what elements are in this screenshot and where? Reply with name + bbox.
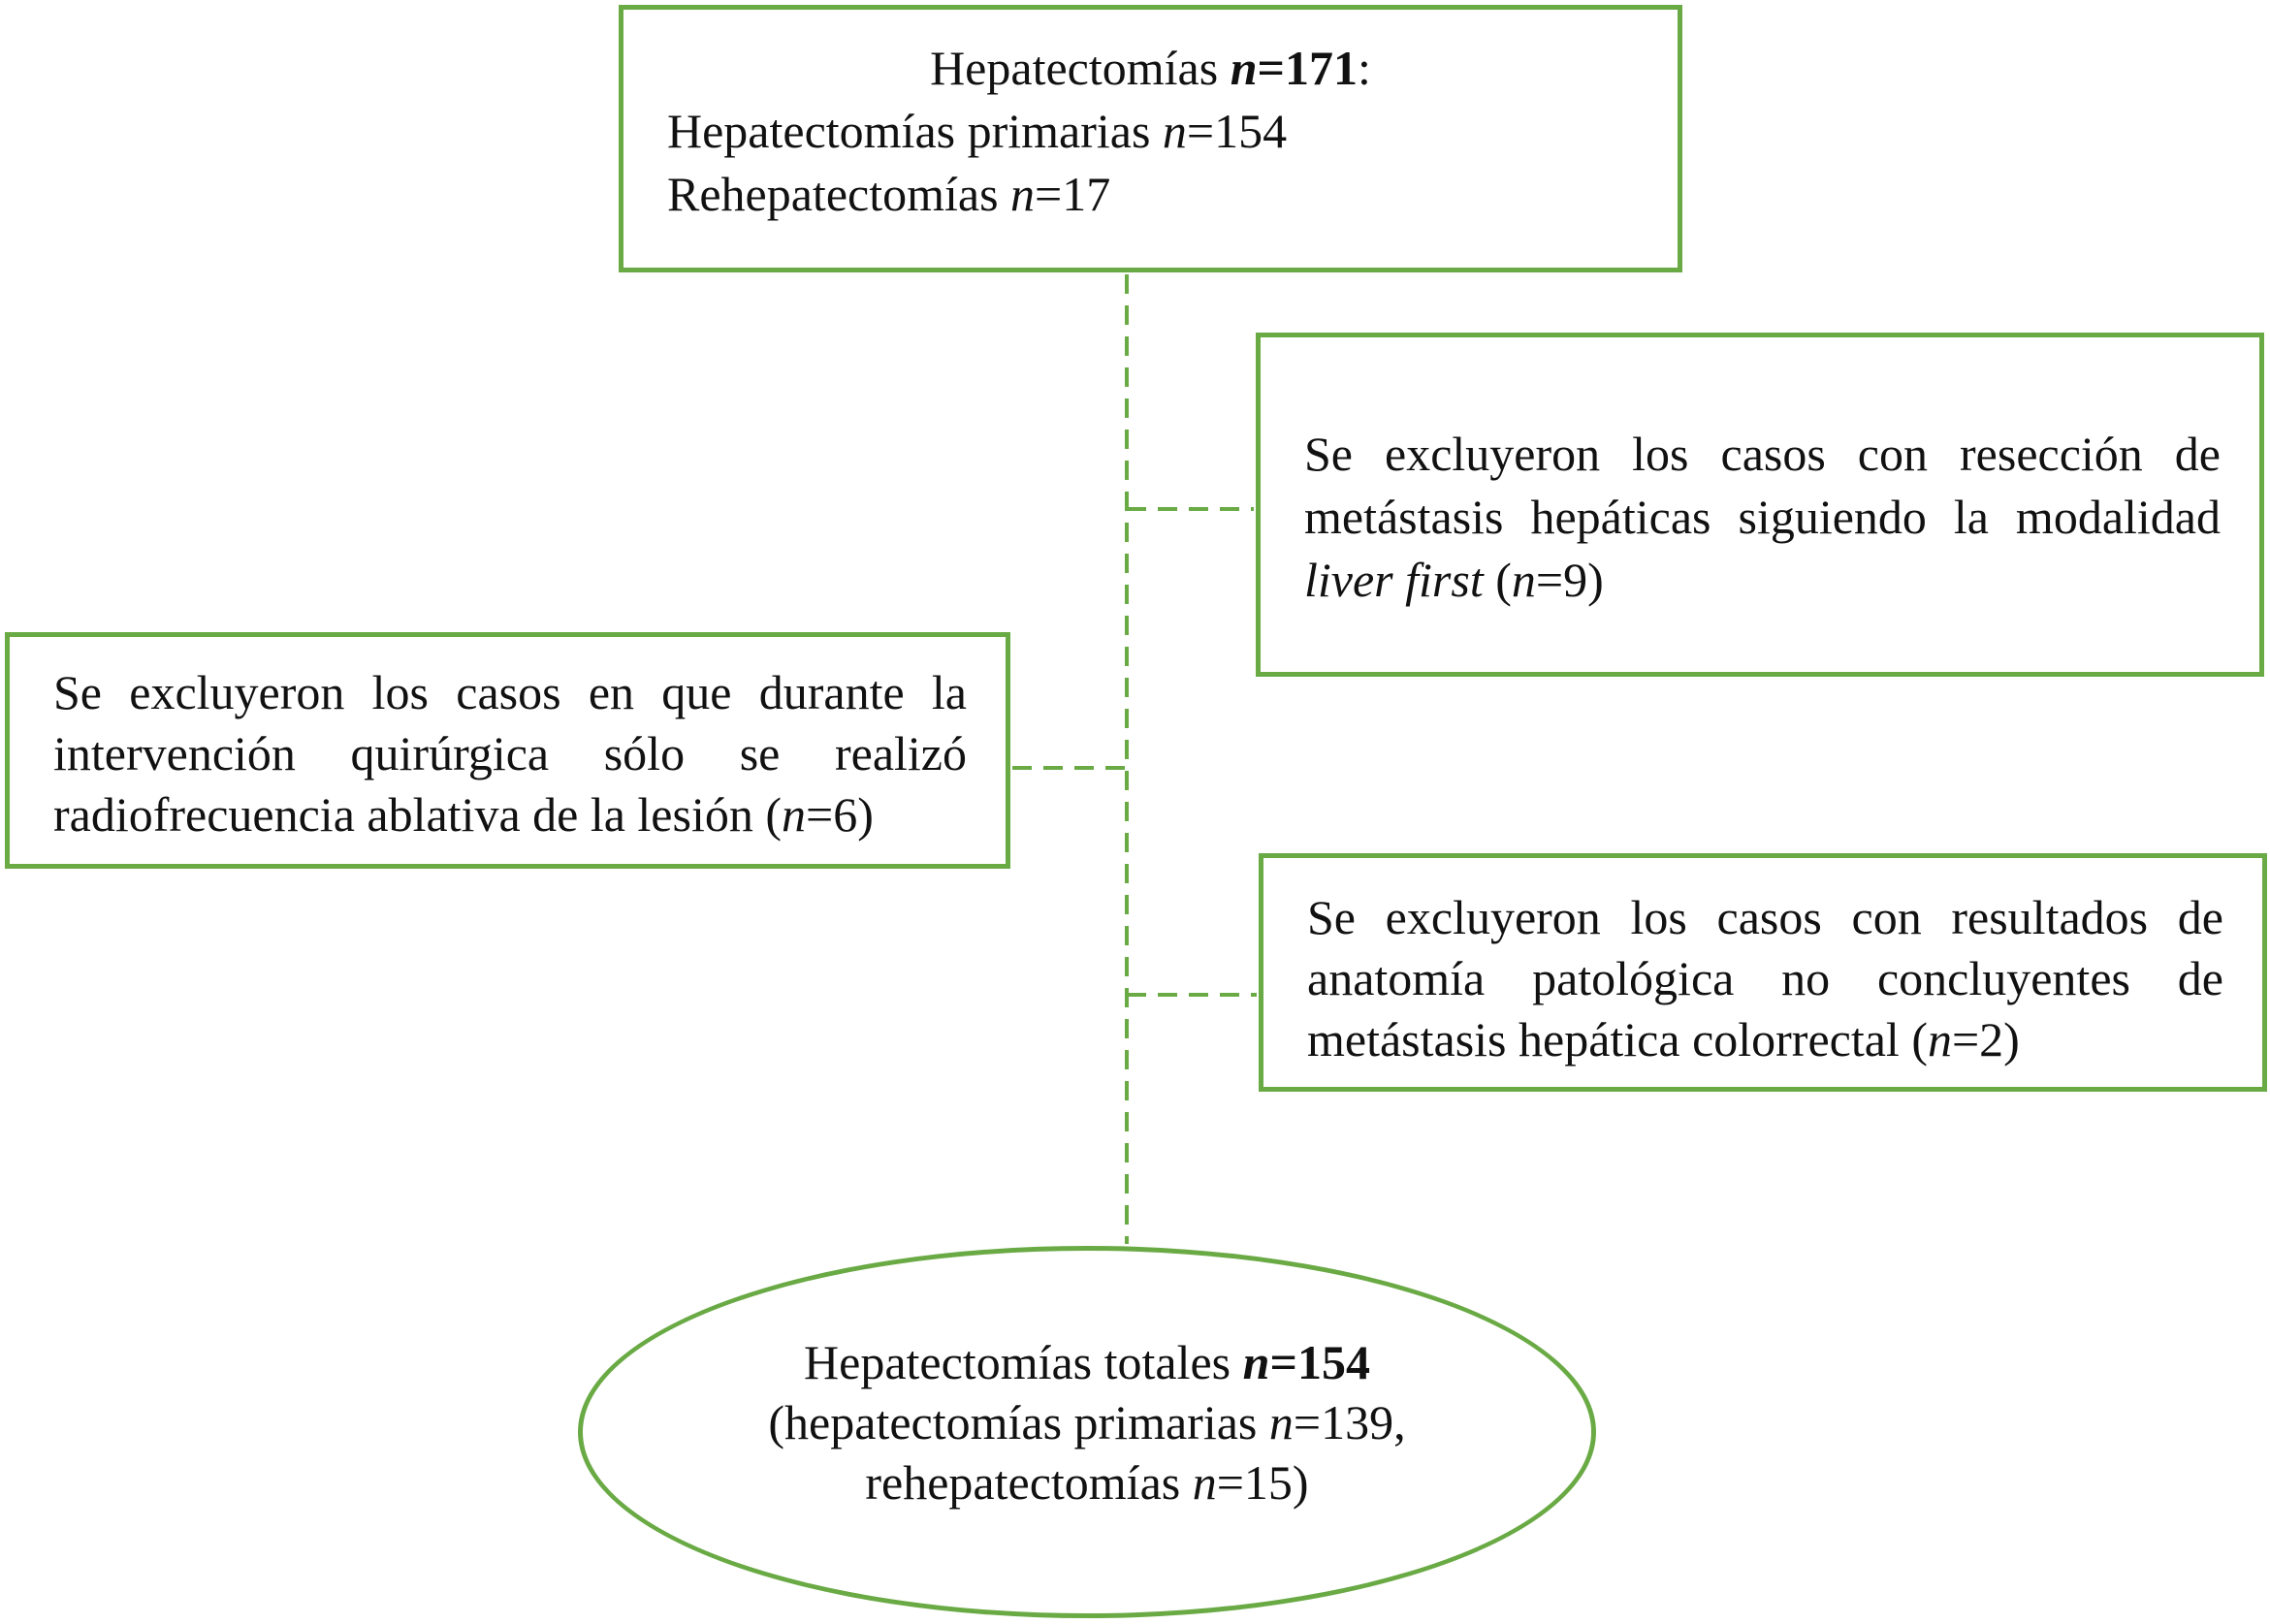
liver-first-line-1: Se excluyeron los casos con resección de: [1304, 427, 2221, 481]
pathology-line-1: Se excluyeron los casos con resultados de: [1307, 890, 2223, 944]
exclusion-liver-first-box: [1256, 333, 2264, 677]
pathology-line-3: metástasis hepática colorrectal (n=2): [1307, 1012, 2020, 1067]
result-line-2: (hepatectomías primarias n=139,: [768, 1395, 1406, 1449]
radiofrequency-line-1: Se excluyeron los casos en que durante la: [53, 665, 967, 719]
liver-first-line-2: metástasis hepáticas siguiendo la modalidad: [1304, 490, 2221, 544]
liver-first-line-3: liver first (n=9): [1304, 553, 1604, 607]
result-total-hepatectomies-ellipse: [578, 1246, 1596, 1618]
result-line-3: rehepatectomías n=15): [865, 1455, 1309, 1510]
radiofrequency-line-2: intervención quirúrgica sólo se realizó: [53, 726, 967, 780]
pathology-line-2: anatomía patológica no concluyentes de: [1307, 951, 2223, 1005]
total-hepatectomies-box: [619, 5, 1682, 272]
top-box-primary-line: Hepatectomías primarias n=154: [667, 104, 1288, 158]
top-box-rehepatectomy-line: Rehepatectomías n=17: [667, 167, 1111, 221]
radiofrequency-line-3: radiofrecuencia ablativa de la lesión (n=6): [53, 787, 874, 842]
top-box-title: Hepatectomías n=171:: [930, 41, 1371, 95]
result-line-1: Hepatectomías totales n=154: [804, 1335, 1370, 1389]
exclusion-pathology-box: [1259, 853, 2267, 1092]
exclusion-radiofrequency-box: [5, 632, 1010, 869]
